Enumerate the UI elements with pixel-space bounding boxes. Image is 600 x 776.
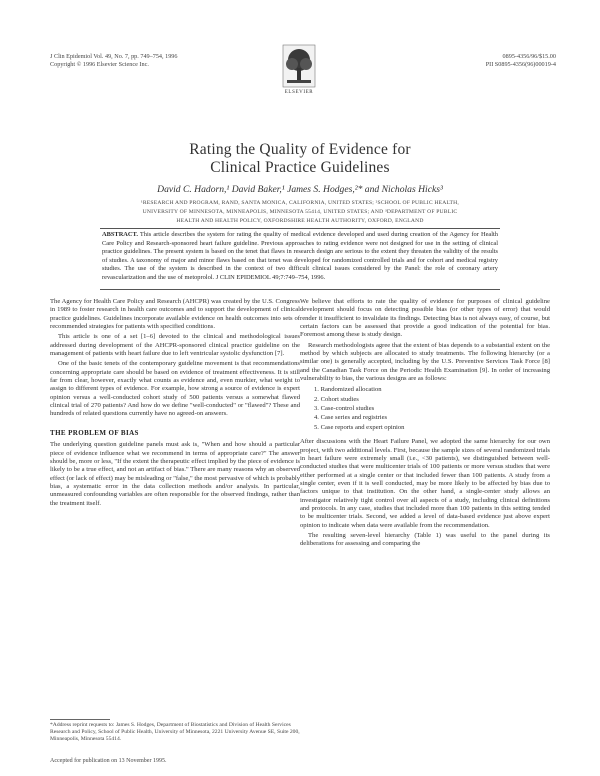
abstract-bottom-rule <box>100 289 500 290</box>
affiliation-line: ¹RESEARCH AND PROGRAM, RAND, SANTA MONICA, CALIFORNIA, UNITED STATES; ²SCHOOL OF PUBLIC HEALTH, <box>141 200 459 206</box>
abstract-top-rule <box>100 228 500 229</box>
body-paragraph: The underlying question guideline panels must ask is, "When and how should a particular piece of evidence influence what we recommend in terms of appropriate care?" The answer should be, more or less, "If the extent the therapeutic effect implied by the piece of evidence is likely to be a true effect, and not an artifact of bias." There are many reasons why an observed effect (or lack of effect) may be misleading or "false," the most pervasive of which is probably bias, a systematic error in the data collection methods and/or analysis. In particular, unmeasured confounding variables are often responsible for the observed findings, rather than the treatment itself. <box>50 441 300 507</box>
body-paragraph: This article is one of a set [1–6] devoted to the clinical and methodological issues addressed during development of the AHCPR-sponsored clinical practice guideline on the management of patients with heart failure due to left ventricular systolic dysfunction [7]. <box>50 333 300 358</box>
affiliation-line: HEALTH AND HEALTH POLICY, OXFORDSHIRE HEALTH AUTHORITY, OXFORD, ENGLAND <box>176 217 424 224</box>
affiliations <box>84 199 516 225</box>
body-paragraph: We believe that efforts to rate the quality of evidence for purposes of clinical guideline development should focus on detecting possible bias (or other types of error) that would render it insufficient to invalidate its findings. Detecting bias is not always easy, of course, but certain factors can be assessed that provide a good indication of the potential for bias. Foremost among these is study design. <box>300 298 550 339</box>
article-title-line-1: Rating the Quality of Evidence for <box>189 141 411 158</box>
abstract-text: This article describes the system for rating the quality of medical evidence developed and used during creation of the Agency for Health Care Policy and Research-sponsored heart failure guideline. Previous approaches to rating evidence were not designed for use in the setting of clinical practice guidelines. The present system is based on the tenet that flaws in research design are serious to the extent they threaten the validity of the results of studies. A taxonomy of major and minor flaws based on that tenet was developed for randomized controlled trials and for cohort and medical registry studies. The use of the system is described in the context of two difficult clinical issues considered by the Panel: the role of coronary artery revascularization and the use of metoprolol. <box>102 231 498 281</box>
design-hierarchy-list <box>314 386 550 432</box>
list-item: 2. Cohort studies <box>314 395 359 403</box>
left-column <box>50 298 300 510</box>
issn-line: 0895-4356/96/$15.00 <box>502 53 556 60</box>
body-paragraph: The Agency for Health Care Policy and Research (AHCPR) was created by the U.S. Congress in 1989 to foster research in health care outcomes and to support the development of clinical practice guidelines. Guidelines incorporate available evidence on health outcomes into sets of recommended strategies for patients with specified conditions. <box>50 298 300 331</box>
body-paragraph: The resulting seven-level hierarchy (Table 1) was useful to the panel during its deliberations for assessing and comparing the <box>300 531 550 548</box>
abstract-label: ABSTRACT. <box>102 231 138 238</box>
list-item: 1. Randomized allocation <box>314 386 382 394</box>
journal-citation-line: J Clin Epidemiol Vol. 49, No. 7, pp. 749–754, 1996 <box>50 53 178 60</box>
body-paragraph: After discussions with the Heart Failure Panel, we adopted the same hierarchy for our own project, with two additional levels. First, because the sample sizes of several randomized trials in heart failure were extremely small (i.e., <30 patients), we distinguished between well-conducted studies that were multicenter trials of 100 patients or more versus studies that were either performed at a single center or that included fewer than 100 patients. A study from a single center, even if it is well conducted, may be more likely to be affected by bias due to factors unique to that institution. On the other hand, a single-center study allows an investigator relatively tight control over all aspects of a study, including clinical definitions and protocols. In any case, studies that included more than 100 patients in this setting tended to be multicenter trials. Second, we added a level of data-based evidence just above expert opinion to indicate when data were available from the recommendation. <box>300 438 550 529</box>
accepted-date: Accepted for publication on 13 November 1995. <box>50 758 167 764</box>
body-paragraph: Research methodologists agree that the extent of bias depends to a substantial extent on the method by which subjects are allocated to study treatments. The following hierarchy (or a similar one) is generally accepted, including by the U.S. Preventive Services Task Force [8] and the Canadian Task Force on the Periodic Health Examination [9]. In order of increasing vulnerability to bias, the various designs are as follows: <box>300 341 550 383</box>
right-column <box>300 298 550 551</box>
journal-header <box>50 53 177 69</box>
body-paragraph: One of the basic tenets of the contemporary guideline movement is that recommendations concerning appropriate care should be based on evidence of treatment effectiveness. It is still far from clear, however, exactly what counts as evidence and, even murkier, what weight to assign to different types of evidence. For example, how strong a source of evidence is expert opinion versus a well-conducted cohort study of 500 patients versus a somewhat flawed clinical trial of 270 patients? And how do we define "well-conducted" or "flawed"? These and hundreds of related questions currently have no agreed-on answers. <box>50 360 300 418</box>
footnote-rule <box>50 719 110 720</box>
abstract-block <box>102 231 498 283</box>
copyright-line: Copyright © 1996 Elsevier Science Inc. <box>50 61 149 68</box>
footnote: *Address reprint requests to: James S. Hodges, Department of Biostatistics and Division of Health Services Research and Policy, School of Public Health, University of Minnesota, 2221 University Avenue SE, Suite 200, Minneapolis, Minnesota 55414. <box>50 722 300 742</box>
list-item: 3. Case-control studies <box>314 405 375 413</box>
list-item: 5. Case reports and expert opinion <box>314 423 405 431</box>
list-item: 4. Case series and registries <box>314 414 388 422</box>
affiliation-line: UNIVERSITY OF MINNESOTA, MINNEAPOLIS, MINNESOTA 55414, UNITED STATES; AND ³DEPARTMENT OF PUBLIC <box>142 208 458 215</box>
article-title-line-2: Clinical Practice Guidelines <box>210 159 390 176</box>
abstract-citation: J CLIN EPIDEMIOL 49;7:749–754, 1996. <box>215 273 326 281</box>
elsevier-tree-logo-icon <box>282 44 316 88</box>
section-heading: THE PROBLEM OF BIAS <box>50 428 139 437</box>
author-list: David C. Hadorn,¹ David Baker,¹ James S. Hodges,²* and Nicholas Hicks³ <box>157 184 443 195</box>
pii-line: PII S0895-4356(96)00019-4 <box>485 61 556 68</box>
issn-block <box>486 53 556 69</box>
publisher-wordmark: ELSEVIER <box>284 90 314 95</box>
